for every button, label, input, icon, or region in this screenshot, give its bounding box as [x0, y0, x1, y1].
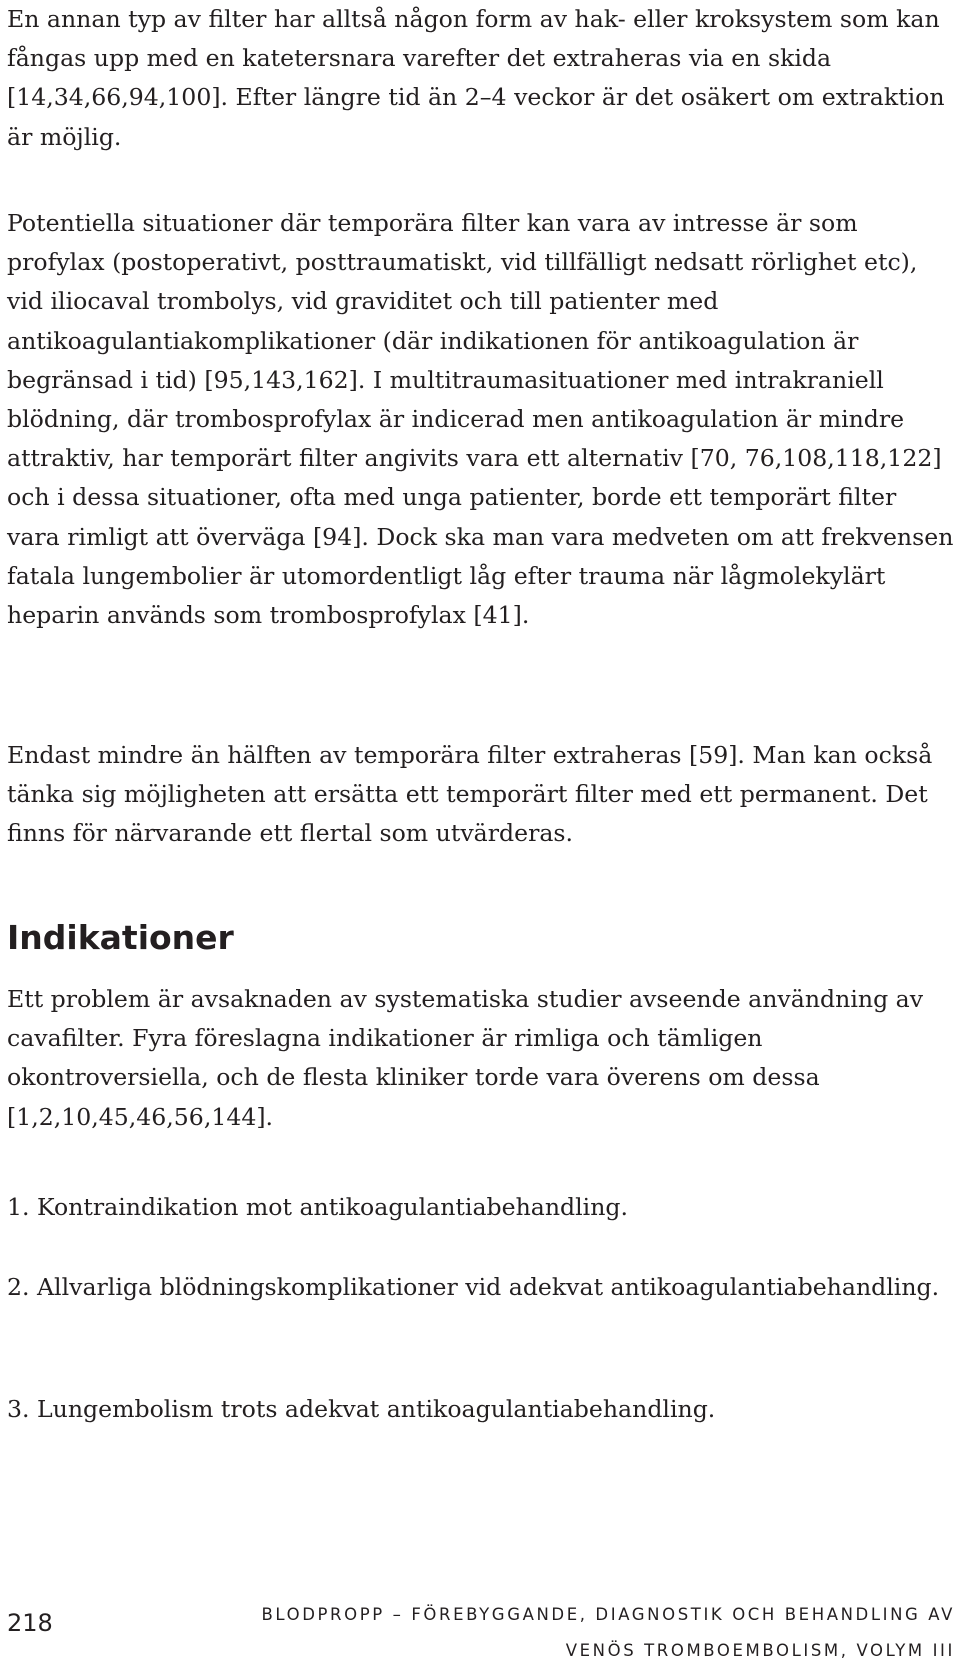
paragraph-filter-extraction: En annan typ av filter har alltså någon form av hak- eller kroksystem som kan fångas upp med en katetersnara varefter det extraheras via en skida [14,34,66,94,100]. Efter längre tid än 2–4 veckor är det osäkert om extraktion är möjlig.: [7, 5, 945, 151]
list-item-text: Kontraindikation mot antikoagulantiabehandling.: [37, 1193, 629, 1221]
page-footer: [7, 1602, 955, 1672]
paragraph-indications-intro: Ett problem är avsaknaden av systematiska studier avseende användning av cavafilter. Fyra föreslagna indikationer är rimliga och tämligen okontroversiella, och de flesta kliniker torde vara överens om dessa [1,2,10,45,46,56,144].: [7, 985, 924, 1131]
list-item-text: Allvarliga blödningskomplikationer vid adekvat antikoagulantiabehandling.: [37, 1273, 940, 1301]
section-heading: Indikationer: [7, 918, 234, 957]
paragraph-temporary-filter-situations: Potentiella situationer där temporära filter kan vara av intresse är som profylax (postoperativt, posttraumatiskt, vid tillfälligt nedsatt rörlighet etc), vid iliocaval trombolys, vid graviditet och till patienter med antikoagulantiakomplikationer (där indikationen för antikoagulation är begränsad i tid) [95,143,162]. I multitraumasituationer med intrakraniell blödning, där trombosprofylax är indicerad men antikoagulation är mindre attraktiv, har temporärt filter angivits vara ett alternativ [70, 76,108,118,122] och i dessa situationer, ofta med unga patienter, borde ett temporärt filter vara rimligt att överväga [94]. Dock ska man vara medveten om att frekvensen fatala lungembolier är utomordentligt låg efter trauma när lågmolekylärt heparin används som trombosprofylax [41].: [7, 209, 954, 630]
page-number: 218: [7, 1609, 53, 1637]
list-item-number: 2.: [7, 1273, 30, 1301]
running-footer-title-line2: VENÖS TROMBOEMBOLISM, VOLYM III: [565, 1641, 955, 1660]
list-item: [7, 1268, 955, 1307]
paragraph-filter-extraction-rate: Endast mindre än hälften av temporära filter extraheras [59]. Man kan också tänka sig möjligheten att ersätta ett temporärt filter med ett permanent. Det finns för närvarande ett flertal som utvärderas.: [7, 741, 933, 848]
list-item-number: 3.: [7, 1395, 30, 1423]
list-item: [7, 1188, 955, 1227]
list-item-number: 1.: [7, 1193, 30, 1221]
document-page: [7, 0, 955, 1680]
list-item: [7, 1390, 955, 1429]
list-item-text: Lungembolism trots adekvat antikoagulantiabehandling.: [37, 1395, 716, 1423]
running-footer-title-line1: BLODPROPP – FÖREBYGGANDE, DIAGNOSTIK OCH BEHANDLING AV: [261, 1605, 955, 1624]
